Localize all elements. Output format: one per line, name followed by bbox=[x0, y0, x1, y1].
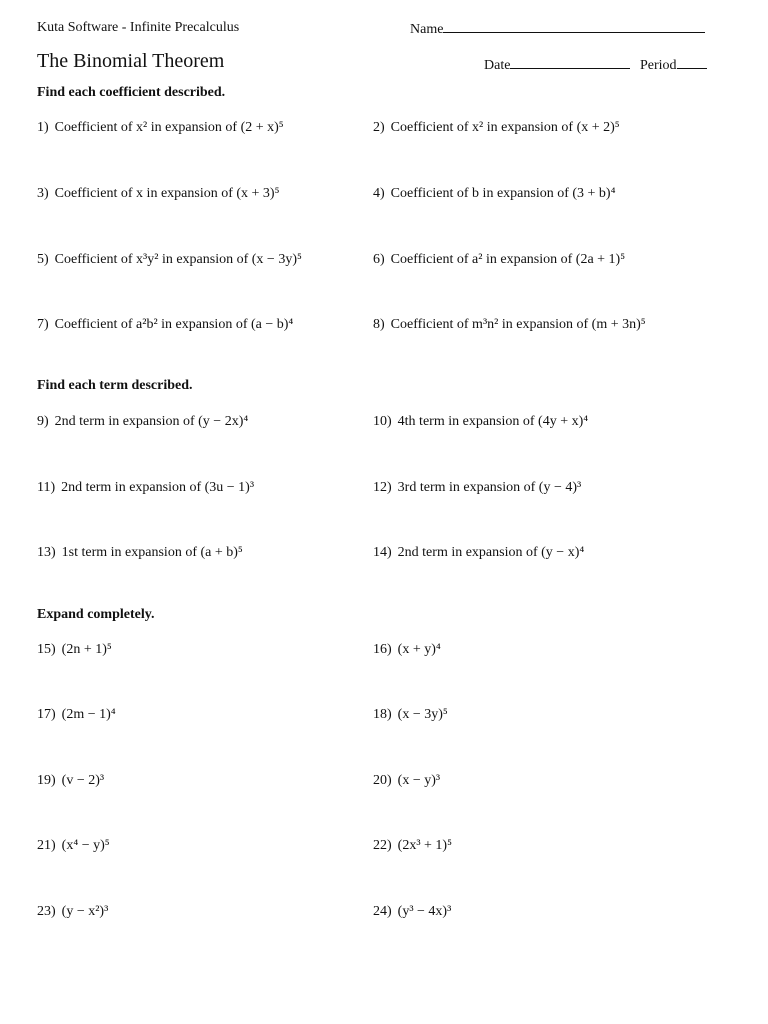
problem-text: 3rd term in expansion of (y − 4)³ bbox=[397, 480, 582, 495]
publisher-line: Kuta Software - Infinite Precalculus bbox=[37, 20, 240, 35]
problem-text: Coefficient of b in expansion of (3 + b)⁴ bbox=[390, 186, 616, 201]
name-blank[interactable] bbox=[443, 20, 705, 33]
problem-22 bbox=[373, 838, 452, 854]
section-heading-expand: Expand completely. bbox=[37, 607, 155, 622]
problem-15 bbox=[37, 642, 112, 658]
problem-number: 14) bbox=[373, 545, 392, 560]
problem-number: 9) bbox=[37, 414, 49, 429]
period-label: Period bbox=[639, 58, 677, 73]
problem-9 bbox=[37, 414, 248, 430]
problem-text: (y³ − 4x)³ bbox=[397, 904, 452, 919]
problem-text: 4th term in expansion of (4y + x)⁴ bbox=[397, 414, 589, 429]
date-period-row bbox=[484, 56, 707, 74]
date-blank[interactable] bbox=[510, 56, 630, 69]
problem-text: 2nd term in expansion of (y − x)⁴ bbox=[397, 545, 585, 560]
problem-3 bbox=[37, 186, 279, 202]
problem-text: (v − 2)³ bbox=[61, 773, 105, 788]
problem-text: 2nd term in expansion of (y − 2x)⁴ bbox=[54, 414, 249, 429]
problem-text: Coefficient of a²b² in expansion of (a − b)⁴ bbox=[54, 317, 294, 332]
problem-8 bbox=[373, 317, 646, 333]
name-field[interactable] bbox=[410, 20, 705, 38]
problem-10 bbox=[373, 414, 588, 430]
name-label: Name bbox=[410, 22, 444, 37]
problem-11 bbox=[37, 480, 254, 496]
problem-text: (2x³ + 1)⁵ bbox=[397, 838, 452, 853]
problem-number: 2) bbox=[373, 120, 385, 135]
page-title: The Binomial Theorem bbox=[37, 50, 225, 72]
problem-text: Coefficient of x² in expansion of (2 + x)⁵ bbox=[54, 120, 284, 135]
problem-text: Coefficient of x³y² in expansion of (x − 3y)⁵ bbox=[54, 252, 302, 267]
problem-number: 8) bbox=[373, 317, 385, 332]
section-heading-coefficient: Find each coefficient described. bbox=[37, 85, 226, 100]
problem-4 bbox=[373, 186, 615, 202]
problem-number: 22) bbox=[373, 838, 392, 853]
problem-19 bbox=[37, 773, 104, 789]
problem-number: 23) bbox=[37, 904, 56, 919]
problem-number: 18) bbox=[373, 707, 392, 722]
problem-text: (2m − 1)⁴ bbox=[61, 707, 116, 722]
problem-text: (x⁴ − y)⁵ bbox=[61, 838, 110, 853]
problem-text: (x − 3y)⁵ bbox=[397, 707, 448, 722]
problem-24 bbox=[373, 904, 451, 920]
problem-text: Coefficient of a² in expansion of (2a + 1)⁵ bbox=[390, 252, 626, 267]
problem-text: (y − x²)³ bbox=[61, 904, 109, 919]
problem-number: 7) bbox=[37, 317, 49, 332]
problem-text: (x + y)⁴ bbox=[397, 642, 441, 657]
date-label: Date bbox=[484, 58, 511, 73]
problem-6 bbox=[373, 252, 625, 268]
problem-text: Coefficient of x² in expansion of (x + 2)⁵ bbox=[390, 120, 620, 135]
problem-13 bbox=[37, 545, 243, 561]
problem-number: 20) bbox=[373, 773, 392, 788]
problem-number: 5) bbox=[37, 252, 49, 267]
problem-number: 13) bbox=[37, 545, 56, 560]
problem-number: 3) bbox=[37, 186, 49, 201]
problem-14 bbox=[373, 545, 584, 561]
problem-16 bbox=[373, 642, 441, 658]
problem-text: Coefficient of x in expansion of (x + 3)⁵ bbox=[54, 186, 280, 201]
problem-number: 11) bbox=[37, 480, 56, 495]
problem-number: 17) bbox=[37, 707, 56, 722]
section-heading-term: Find each term described. bbox=[37, 378, 193, 393]
problem-number: 12) bbox=[373, 480, 392, 495]
problem-20 bbox=[373, 773, 440, 789]
problem-text: 1st term in expansion of (a + b)⁵ bbox=[61, 545, 243, 560]
problem-number: 19) bbox=[37, 773, 56, 788]
problem-21 bbox=[37, 838, 110, 854]
problem-text: Coefficient of m³n² in expansion of (m + 3n)⁵ bbox=[390, 317, 646, 332]
problem-number: 15) bbox=[37, 642, 56, 657]
problem-text: 2nd term in expansion of (3u − 1)³ bbox=[61, 480, 255, 495]
problem-7 bbox=[37, 317, 293, 333]
problem-2 bbox=[373, 120, 620, 136]
problem-text: (2n + 1)⁵ bbox=[61, 642, 112, 657]
problem-17 bbox=[37, 707, 116, 723]
problem-number: 10) bbox=[373, 414, 392, 429]
problem-text: (x − y)³ bbox=[397, 773, 441, 788]
problem-number: 21) bbox=[37, 838, 56, 853]
problem-1 bbox=[37, 120, 284, 136]
problem-23 bbox=[37, 904, 108, 920]
problem-12 bbox=[373, 480, 581, 496]
problem-number: 4) bbox=[373, 186, 385, 201]
problem-number: 16) bbox=[373, 642, 392, 657]
period-blank[interactable] bbox=[677, 56, 707, 69]
problem-number: 1) bbox=[37, 120, 49, 135]
problem-number: 6) bbox=[373, 252, 385, 267]
problem-number: 24) bbox=[373, 904, 392, 919]
problem-18 bbox=[373, 707, 448, 723]
problem-5 bbox=[37, 252, 302, 268]
